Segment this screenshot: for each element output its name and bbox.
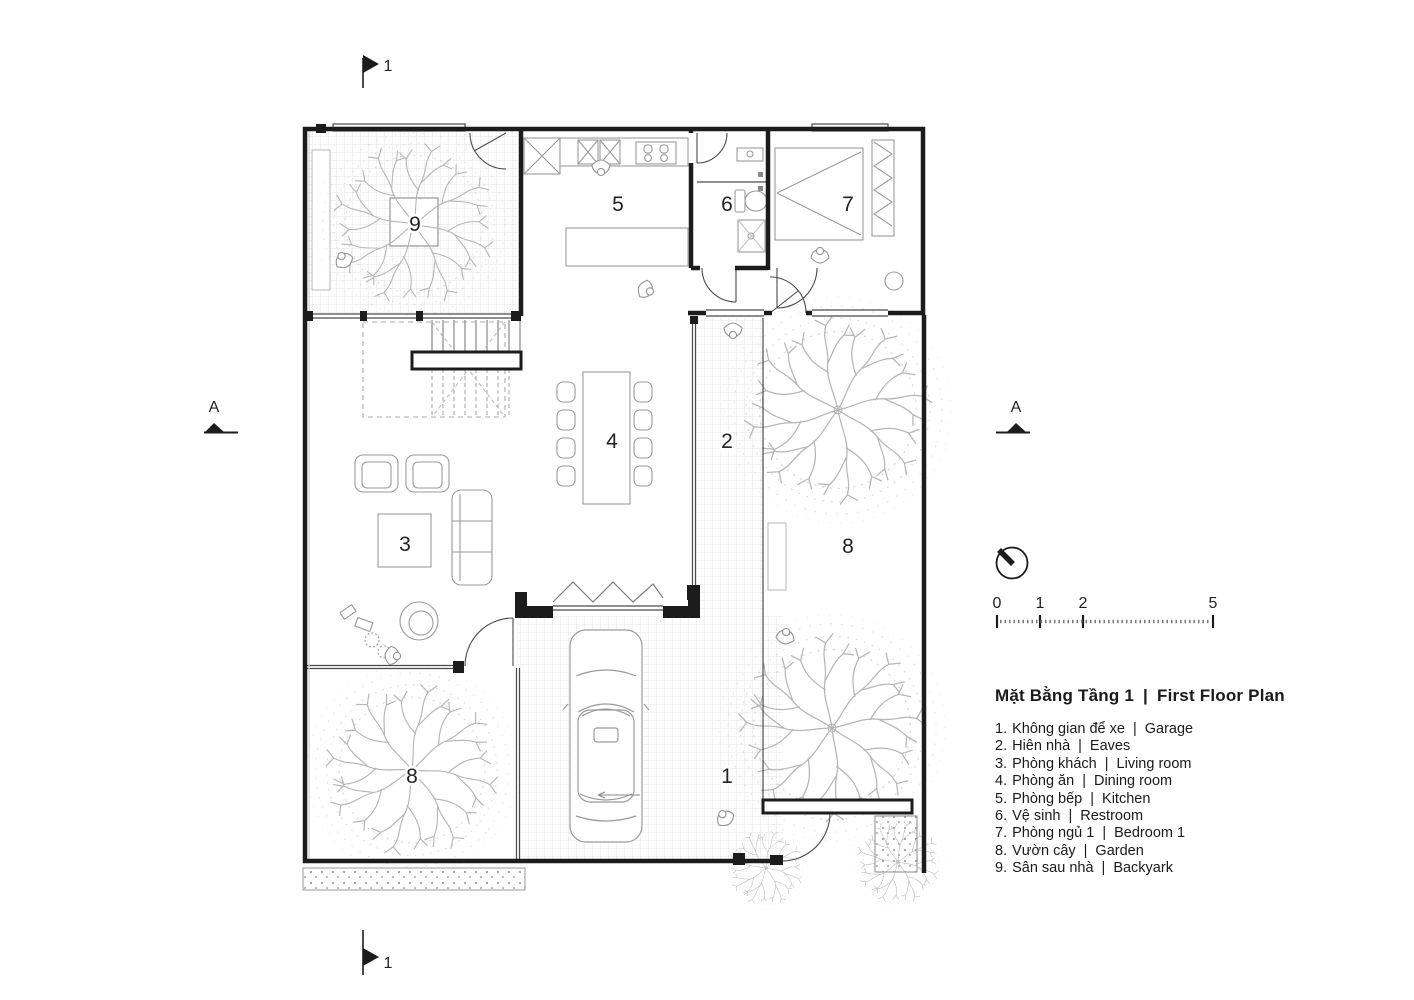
sheet-title — [995, 686, 1285, 706]
svg-text:5: 5 — [1208, 595, 1218, 612]
room-label-restroom: 6 — [721, 193, 733, 216]
legend-item-8: 8. Vườn cây | Garden — [995, 842, 1144, 859]
section-marker-left — [204, 399, 238, 433]
room-label-garden-left: 8 — [406, 765, 418, 788]
living-room-furniture — [340, 455, 492, 658]
legend-item-3: 3. Phòng khách | Living room — [995, 755, 1192, 772]
legend-item-6: 6. Vệ sinh | Restroom — [995, 808, 1144, 825]
legend-item-7: 7. Phòng ngủ 1 | Bedroom 1 — [995, 825, 1186, 842]
svg-text:2: 2 — [1078, 595, 1088, 612]
folding-door — [553, 582, 663, 602]
side-table — [885, 272, 903, 290]
north-arrow-icon — [997, 548, 1028, 579]
restroom-fixtures — [735, 148, 767, 252]
sofa — [452, 490, 492, 585]
staircase — [363, 320, 521, 417]
svg-text:1: 1 — [383, 955, 393, 972]
svg-text:0: 0 — [992, 595, 1002, 612]
room-label-bedroom: 7 — [842, 193, 854, 216]
legend-item-1: 1. Không gian để xe | Garage — [995, 721, 1194, 737]
garden-bench — [768, 523, 786, 590]
svg-text:1: 1 — [383, 58, 393, 75]
svg-text:A: A — [1010, 399, 1022, 416]
bedroom-door — [777, 268, 817, 308]
room-label-garden-right: 8 — [842, 535, 854, 558]
sink — [737, 148, 763, 161]
room-label-garage: 1 — [721, 765, 733, 788]
legend-item-2: 2. Hiên nhà | Eaves — [995, 738, 1131, 755]
legend-item-9: 9. Sân sau nhà | Backyark — [995, 860, 1173, 877]
title-vi: Mặt Bằng Tầng 1 — [995, 686, 1135, 705]
garden-wall-bar — [763, 800, 912, 813]
room-label-kitchen: 5 — [612, 193, 624, 216]
svg-text:A: A — [208, 399, 220, 416]
toilet-tank — [735, 190, 745, 212]
car — [563, 630, 649, 842]
scale-bar — [993, 595, 1218, 628]
bedroom-furniture — [775, 140, 903, 290]
room-label-backyard: 9 — [409, 213, 421, 236]
section-flag-top — [363, 55, 393, 88]
living-room-door — [465, 618, 513, 666]
restroom-door-top — [697, 133, 727, 163]
restroom-door-bottom — [702, 268, 736, 302]
section-marker-right — [996, 399, 1030, 433]
room-label-porch: 2 — [721, 430, 733, 453]
section-flag-bottom — [363, 930, 393, 975]
room-label-living: 3 — [399, 533, 411, 556]
kitchen-island — [566, 228, 688, 266]
title-separator: | — [1143, 686, 1148, 705]
kitchen-counter — [524, 138, 688, 266]
dining-table-set — [557, 372, 652, 504]
legend-item-4: 4. Phòng ăn | Dining room — [995, 773, 1173, 790]
entry-door — [770, 277, 806, 313]
toilet — [745, 191, 767, 211]
legend-item-5: 5. Phòng bếp | Kitchen — [995, 790, 1151, 807]
svg-text:1: 1 — [1035, 595, 1045, 612]
room-label-dining: 4 — [606, 430, 618, 453]
room-legend — [995, 721, 1193, 878]
title-en: First Floor Plan — [1156, 686, 1285, 705]
